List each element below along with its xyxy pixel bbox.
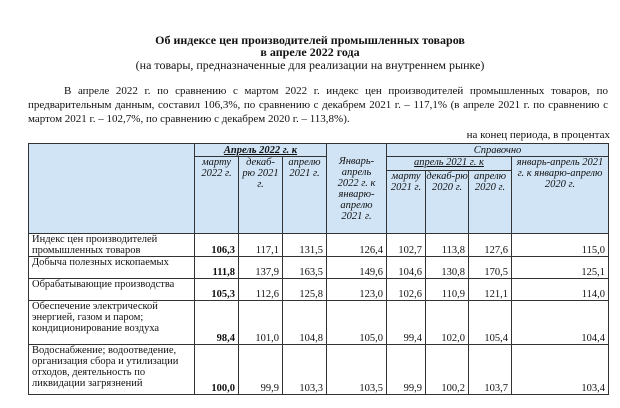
cell-value: 123,0 [327, 279, 387, 301]
cell-value: 111,8 [195, 257, 239, 279]
cell-value: 115,0 [512, 234, 609, 257]
cell-value: 117,1 [239, 234, 283, 257]
cell-value: 125,8 [283, 279, 327, 301]
header-janapr: Январь-апрель 2022 г. к январю-апрелю 2021 г. [327, 144, 387, 234]
header-group-april: Апрель 2022 г. к [195, 144, 327, 157]
header-ref-march: марту 2021 г. [387, 171, 426, 233]
doc-title-line2: в апреле 2022 года [260, 45, 360, 59]
table-body [29, 234, 609, 395]
cell-value: 170,5 [469, 257, 512, 279]
header-march: марту 2022 г. [195, 157, 239, 234]
cell-value: 149,6 [327, 257, 387, 279]
cell-value: 127,6 [469, 234, 512, 257]
doc-subtitle: (на товары, предназначенные для реализации на внутреннем рынке) [135, 58, 485, 72]
header-ref-janapr: январь-апрель 2021 г. к январю-апрелю 2020 г. [512, 157, 609, 234]
cell-value: 105,3 [195, 279, 239, 301]
cell-value: 98,4 [195, 301, 239, 345]
header-ref-dec: декаб-рю 2020 г. [426, 171, 469, 233]
cell-value: 104,6 [387, 257, 426, 279]
row-label: Водоснабжение; водоотведение, организация сбора и утилизации отходов, деятельность по ликвидации загрязнений [29, 345, 195, 395]
cell-value: 100,2 [426, 345, 469, 395]
header-group-ref: Справочно [387, 144, 609, 157]
header-dec: декаб-рю 2021 г. [239, 157, 283, 234]
cell-value: 100,0 [195, 345, 239, 395]
cell-value: 114,0 [512, 279, 609, 301]
unit-note: на конец периода, в процентах [466, 129, 610, 141]
table-row [29, 234, 609, 257]
row-label: Добыча полезных ископаемых [29, 257, 195, 279]
table-row [29, 257, 609, 279]
cell-value: 103,4 [512, 345, 609, 395]
doc-title-line1: Об индексе цен производителей промышленных товаров [155, 33, 465, 47]
cell-value: 112,6 [239, 279, 283, 301]
row-label: Обрабатывающие производства [29, 279, 195, 301]
header-ref-april: апрелю 2020 г. [473, 171, 507, 193]
cell-value: 99,9 [387, 345, 426, 395]
cell-value: 106,3 [195, 234, 239, 257]
cell-value: 105,4 [469, 301, 512, 345]
row-label: Обеспечение электрической энергией, газом и паром; кондиционирование воздуха [29, 301, 195, 345]
cell-value: 103,5 [327, 345, 387, 395]
header-blank [29, 144, 195, 234]
cell-value: 103,3 [283, 345, 327, 395]
cell-value: 131,5 [283, 234, 327, 257]
cell-value: 99,4 [387, 301, 426, 345]
cell-value: 125,1 [512, 257, 609, 279]
cell-value: 102,6 [387, 279, 426, 301]
cell-value: 102,0 [426, 301, 469, 345]
doc-paragraph: В апреле 2022 г. по сравнению с мартом 2022 г. индекс цен производителей промышленных товаров, по предварительным данным, составил 106,3%, по сравнению с декабрем 2021 г. – 117,1% (в апреле 2021 г. по сравнению с мартом 2021 г. – 102,7%, по сравнению с декабрем 2020 г. – 113,8%). [28, 85, 608, 125]
cell-value: 110,9 [426, 279, 469, 301]
cell-value: 105,0 [327, 301, 387, 345]
cell-value: 113,8 [426, 234, 469, 257]
row-label: Индекс цен производителей промышленных товаров [29, 234, 195, 257]
table-row [29, 345, 609, 395]
cell-value: 163,5 [283, 257, 327, 279]
header-april: апрелю 2021 г. [283, 157, 327, 234]
cell-value: 130,8 [426, 257, 469, 279]
cell-value: 104,8 [283, 301, 327, 345]
cell-value: 137,9 [239, 257, 283, 279]
cell-value: 104,4 [512, 301, 609, 345]
cell-value: 99,9 [239, 345, 283, 395]
table-row [29, 279, 609, 301]
cell-value: 101,0 [239, 301, 283, 345]
price-index-table [28, 143, 609, 395]
table-row [29, 301, 609, 345]
header-ref-subgroup [387, 157, 512, 234]
cell-value: 121,1 [469, 279, 512, 301]
header-sub-april2021: апрель 2021 г. к [387, 157, 511, 171]
cell-value: 102,7 [387, 234, 426, 257]
cell-value: 126,4 [327, 234, 387, 257]
cell-value: 103,7 [469, 345, 512, 395]
